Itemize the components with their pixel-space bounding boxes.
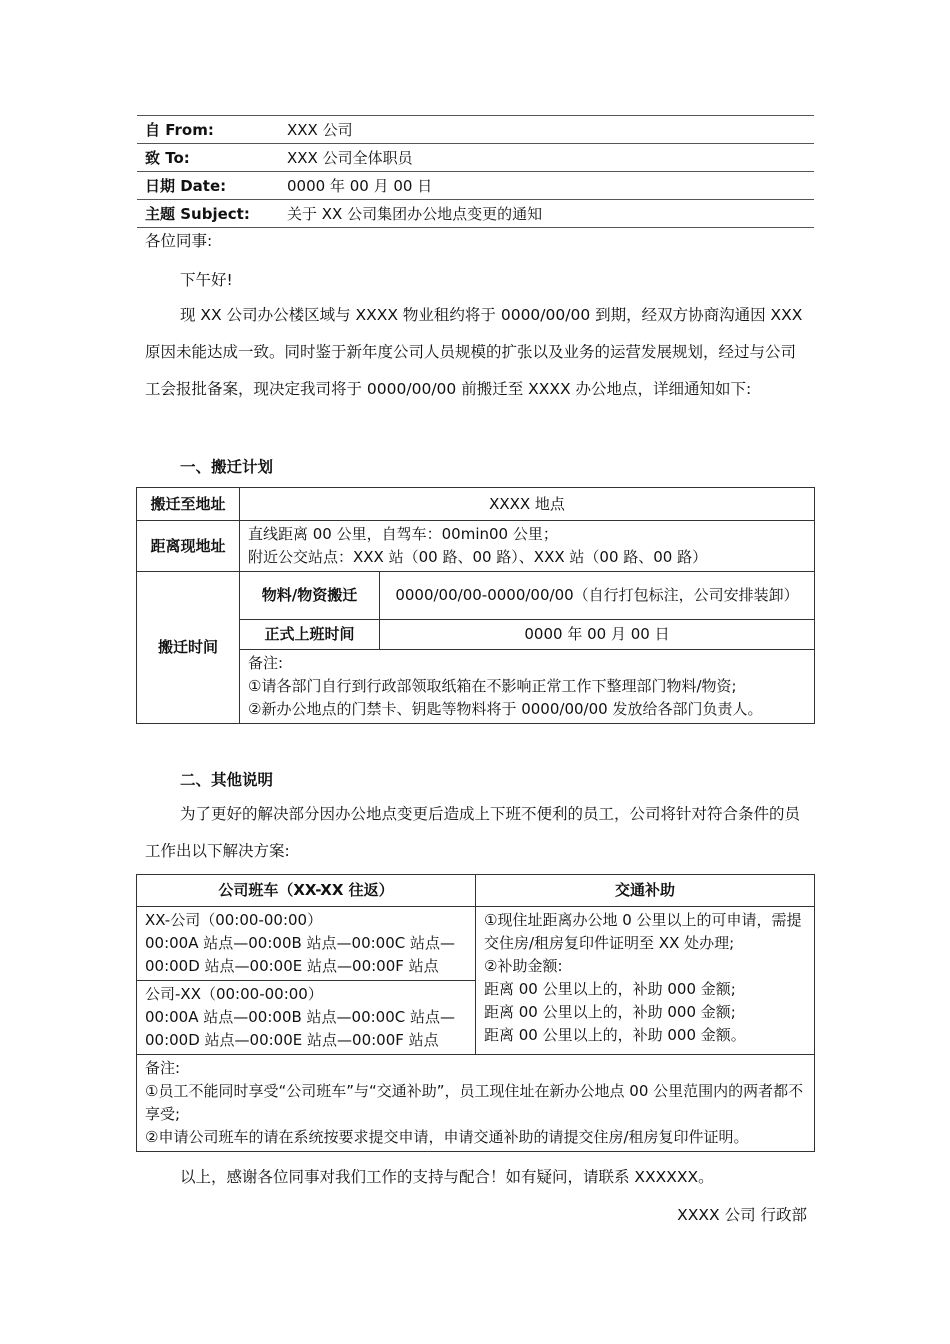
memo-value: XXX 公司全体职员: [275, 144, 814, 172]
memo-value: 0000 年 00 月 00 日: [275, 172, 814, 200]
subsidy-rule-2: ②补助金额:: [484, 957, 563, 975]
memo-header: [137, 115, 814, 228]
note-title: 备注:: [248, 654, 284, 672]
distance-value: [240, 521, 815, 572]
intro-paragraph: 现 XX 公司办公楼区域与 XXXX 物业租约将于 0000/00/00 到期，经双方协商沟通因 XXX 原因未能达成一致。同时鉴于新年度公司人员规模的扩张以及业务的运营发展规划，经过与公司工会报批备案，现决定我司将于 0000/00/00 前搬迁至 XXXX 办公地点，详细通知如下:: [145, 306, 803, 398]
greeting: 下午好!: [180, 271, 233, 289]
shuttle-return-title: 公司-XX（00:00-00:00）: [145, 985, 323, 1003]
address-label: 搬迁至地址: [137, 488, 240, 521]
signature: XXXX 公司 行政部: [677, 1206, 807, 1224]
salutation: 各位同事:: [145, 232, 213, 250]
shuttle-outbound: [137, 907, 476, 981]
distance-label: 距离现地址: [137, 521, 240, 572]
subsidy-details: [476, 907, 815, 1055]
memo-label: 自 From:: [137, 116, 275, 144]
subsidy-tier-2: 距离 00 公里以上的，补助 000 金额;: [484, 1003, 736, 1021]
time-label: 搬迁时间: [137, 572, 240, 724]
shuttle-return: [137, 981, 476, 1055]
distance-line-1: 直线距离 00 公里，自驾车：00min00 公里；: [248, 525, 558, 543]
note-1: ①员工不能同时享受“公司班车”与“交通补助”，员工现住址在新办公地点 00 公里范围内的两者都不享受;: [145, 1082, 804, 1123]
plan-notes: [240, 650, 815, 724]
shuttle-return-route: 00:00A 站点—00:00B 站点—00:00C 站点—00:00D 站点—00:00E 站点—00:00F 站点: [145, 1008, 456, 1049]
note-title: 备注:: [145, 1059, 181, 1077]
memo-row-to: [137, 144, 814, 172]
memo-row-from: [137, 116, 814, 144]
note-1: ①请各部门自行到行政部领取纸箱在不影响正常工作下整理部门物料/物资;: [248, 677, 737, 695]
work-start-label: 正式上班时间: [240, 620, 380, 650]
subsidy-tier-1: 距离 00 公里以上的，补助 000 金额;: [484, 980, 736, 998]
shuttle-outbound-route: 00:00A 站点—00:00B 站点—00:00C 站点—00:00D 站点—00:00E 站点—00:00F 站点: [145, 934, 456, 975]
note-2: ②申请公司班车的请在系统按要求提交申请，申请交通补助的请提交住房/租房复印件证明。: [145, 1128, 749, 1146]
address-value: XXXX 地点: [240, 488, 815, 521]
memo-value: 关于 XX 公司集团办公地点变更的通知: [275, 200, 814, 228]
memo-label: 致 To:: [137, 144, 275, 172]
memo-label: 主题 Subject:: [137, 200, 275, 228]
section-2-title: 二、其他说明: [180, 771, 274, 789]
section-2-intro: 为了更好的解决部分因办公地点变更后造成上下班不便利的员工，公司将针对符合条件的员工作出以下解决方案:: [145, 805, 801, 860]
shuttle-header: 公司班车（XX-XX 往返）: [137, 875, 476, 907]
transport-table: [136, 874, 815, 1152]
section-1-title: 一、搬迁计划: [180, 458, 274, 476]
memo-row-subject: [137, 200, 814, 228]
subsidy-header: 交通补助: [476, 875, 815, 907]
material-label: 物料/物资搬迁: [240, 572, 380, 620]
memo-value: XXX 公司: [275, 116, 814, 144]
closing-text: 以上，感谢各位同事对我们工作的支持与配合！如有疑问，请联系 XXXXXX。: [180, 1168, 714, 1186]
memo-row-date: [137, 172, 814, 200]
distance-line-2: 附近公交站点：XXX 站（00 路、00 路）、XXX 站（00 路、00 路）: [248, 548, 708, 566]
memo-label: 日期 Date:: [137, 172, 275, 200]
material-value: 0000/00/00-0000/00/00（自行打包标注，公司安排装卸）: [380, 572, 815, 620]
subsidy-rule-1: ①现住址距离办公地 0 公里以上的可申请，需提交住房/租房复印件证明至 XX 处办理;: [484, 911, 802, 952]
note-2: ②新办公地点的门禁卡、钥匙等物料将于 0000/00/00 发放给各部门负责人。: [248, 700, 763, 718]
work-start-value: 0000 年 00 月 00 日: [380, 620, 815, 650]
relocation-plan-table: [136, 487, 815, 724]
transport-notes: [137, 1055, 815, 1152]
subsidy-tier-3: 距离 00 公里以上的，补助 000 金额。: [484, 1026, 746, 1044]
shuttle-outbound-title: XX-公司（00:00-00:00）: [145, 911, 323, 929]
